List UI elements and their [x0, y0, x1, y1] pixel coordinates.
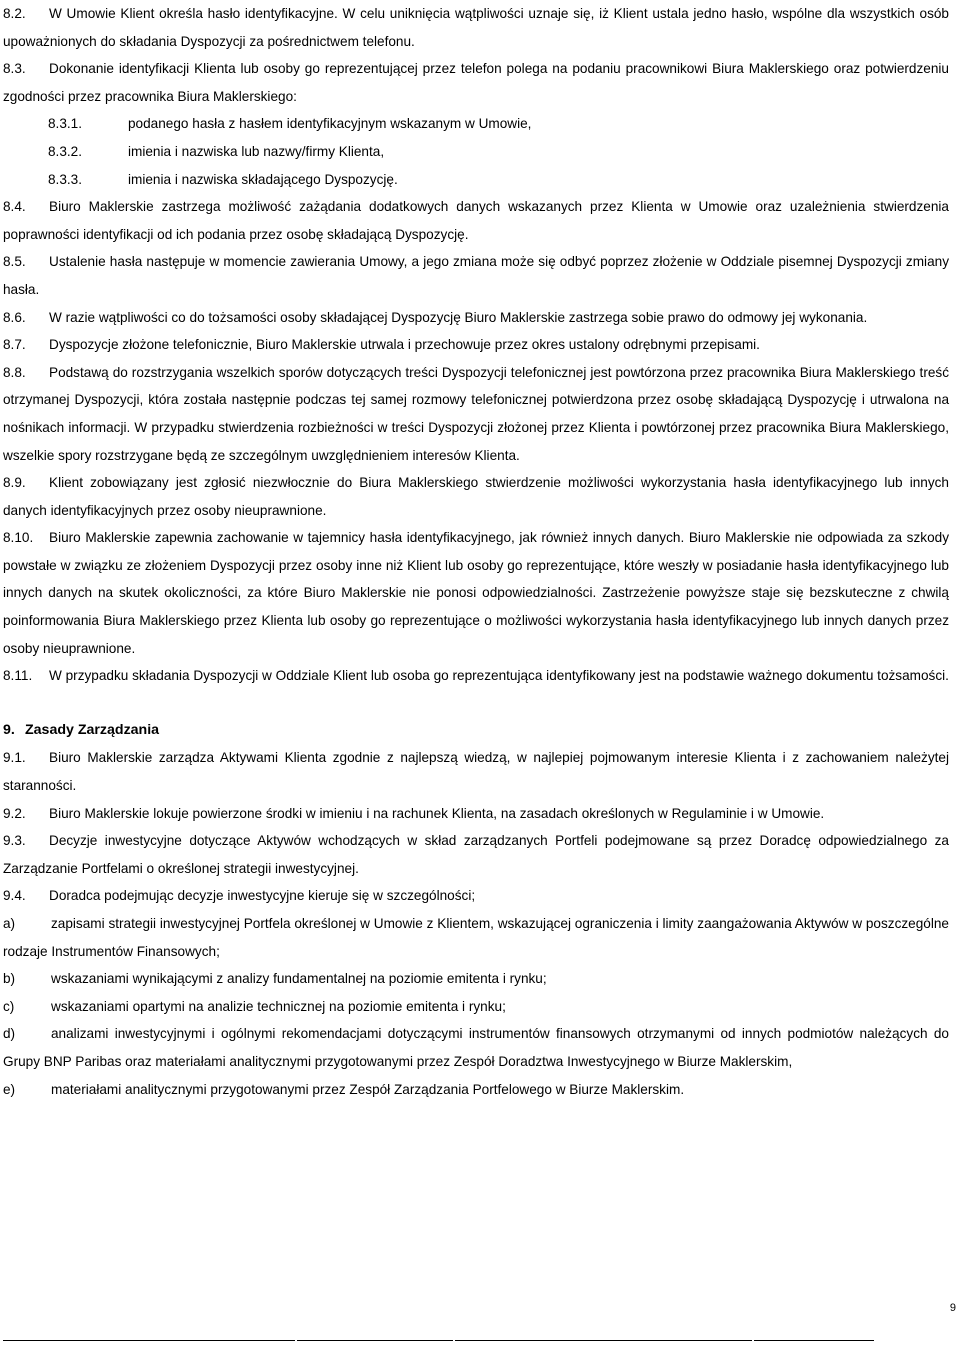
footer-rule: [754, 1340, 874, 1342]
sub-paragraph-text: podanego hasła z hasłem identyfikacyjnym wskazanym w Umowie,: [128, 116, 532, 132]
sub-paragraph: [3, 138, 949, 166]
paragraph-text: Biuro Maklerskie zapewnia zachowanie w tajemnicy hasła identyfikacyjnego, jak również innych danych. Biuro Maklerskie nie odpowiada za szkody powstałe w związku ze złożeniem Dyspozycji przez osoby inne niż Klient lub osoby go reprezentujące, które weszły w posiadanie hasła identyfikacyjnego lub innych danych na skutek okoliczności, za które Biuro Maklerskie nie ponosi odpowiedzialności. Zastrzeżenie powyższe staje się bezskuteczne z chwilą poinformowania Biura Maklerskiego przez Klienta lub osoby go reprezentujące o możliwości wykorzystania hasła identyfikacyjnego lub innych danych przez osoby nieuprawnione.: [3, 530, 949, 656]
paragraph-number: 9.2.: [3, 805, 26, 821]
sub-paragraph: [3, 166, 949, 194]
paragraph-number: 8.9.: [3, 475, 26, 491]
paragraph-number: 8.5.: [3, 254, 26, 270]
paragraph-number: 8.7.: [3, 337, 26, 353]
paragraph-number: 8.2.: [3, 6, 26, 21]
sub-paragraph: [3, 110, 949, 138]
list-item-text: zapisami strategii inwestycyjnej Portfela określonej w Umowie z Klientem, wskazującej ograniczenia i limity zaangażowania Aktywów w poszczególne rodzaje Instrumentów Finansowych;: [3, 916, 949, 959]
paragraph-text: Dyspozycje złożone telefonicznie, Biuro Maklerskie utrwala i przechowuje przez okres ustalony odrębnymi przepisami.: [49, 337, 760, 353]
paragraph: [3, 359, 949, 469]
paragraph-text: Podstawą do rozstrzygania wszelkich sporów dotyczących treści Dyspozycji telefonicznej jest powtórzona przez pracownika Biura Maklerskiego treść otrzymanej Dyspozycji, która została następnie podczas tej samej rozmowy telefonicznej potwierdzona przez osobę składającą Dyspozycję i utrwalona na nośnikach informacji. W przypadku stwierdzenia rozbieżności w treści Dyspozycji złożonej przez Klienta i powtórzonej przez pracownika Biura Maklerskiego, wszelkie spory rozstrzygane będą ze szczególnym uwzględnieniem interesów Klienta.: [3, 364, 949, 463]
sub-paragraph-number: 8.3.3.: [48, 171, 83, 187]
paragraph-text: Dokonanie identyfikacji Klienta lub osoby go reprezentującej przez telefon polega na podaniu pracownikowi Biura Maklerskiego oraz potwierdzeniu zgodności przez pracownika Biura Maklerskiego:: [3, 61, 949, 104]
list-item: [3, 1076, 949, 1104]
paragraph: [3, 827, 949, 882]
list-item: [3, 965, 949, 993]
paragraph-number: 8.3.: [3, 61, 26, 77]
footer-rule: [297, 1340, 453, 1342]
paragraph: [3, 248, 949, 303]
paragraph: [3, 0, 949, 55]
paragraph: [3, 744, 949, 799]
list-item-marker: a): [3, 916, 16, 931]
page-number: 9: [949, 1302, 956, 1314]
paragraph: [3, 662, 949, 690]
list-item-marker: e): [3, 1081, 16, 1097]
list-item-marker: d): [3, 1026, 16, 1042]
list-item-text: wskazaniami opartymi na analizie technicznej na poziomie emitenta i rynku;: [51, 998, 506, 1014]
paragraph-text: Decyzje inwestycyjne dotyczące Aktywów wchodzących w skład zarządzanych Portfeli podejmowane są przez Doradcę odpowiedzialnego za Zarządzanie Portfelami o określonej strategii inwestycyjnej.: [3, 833, 949, 876]
paragraph: [3, 304, 949, 332]
list-item: [3, 1020, 949, 1075]
list-item-text: wskazaniami wynikającymi z analizy fundamentalnej na poziomie emitenta i rynku;: [51, 971, 547, 987]
section-heading: [3, 717, 949, 745]
footer-rule: [455, 1340, 752, 1342]
sub-paragraph-text: imienia i nazwiska lub nazwy/firmy Klienta,: [128, 143, 385, 159]
paragraph-number: 8.11.: [3, 668, 33, 684]
sub-paragraph-number: 8.3.1.: [48, 116, 83, 132]
sub-paragraph-text: imienia i nazwiska składającego Dyspozycję.: [128, 171, 398, 187]
paragraph: [3, 882, 949, 910]
section-title: Zasady Zarządzania: [25, 721, 160, 738]
section-number: 9.: [3, 721, 15, 738]
paragraph-number: 9.1.: [3, 750, 26, 766]
footer-rule: [3, 1340, 295, 1342]
paragraph: [3, 193, 949, 248]
list-item-marker: c): [3, 998, 15, 1014]
sub-paragraph-number: 8.3.2.: [48, 143, 83, 159]
paragraph-number: 8.4.: [3, 199, 26, 215]
paragraph: [3, 800, 949, 828]
paragraph-text: Biuro Maklerskie zarządza Aktywami Klienta zgodnie z najlepszą wiedzą, w najlepiej pojmowanym interesie Klienta i z zachowaniem należytej staranności.: [3, 750, 949, 794]
section-spacer: [3, 690, 949, 717]
paragraph-text: Biuro Maklerskie lokuje powierzone środki w imieniu i na rachunek Klienta, na zasadach określonych w Regulaminie i w Umowie.: [49, 805, 825, 821]
paragraph-number: 8.8.: [3, 364, 26, 380]
paragraph-text: W przypadku składania Dyspozycji w Oddziale Klient lub osoba go reprezentująca identyfikowany jest na podstawie ważnego dokumentu tożsamości.: [49, 668, 949, 684]
document-page: [3, 0, 949, 1103]
paragraph-number: 9.3.: [3, 833, 26, 849]
list-item: [3, 993, 949, 1021]
paragraph-text: W Umowie Klient określa hasło identyfikacyjne. W celu uniknięcia wątpliwości uznaje się, iż Klient ustala jedno hasło, wspólne dla wszystkich osób upoważnionych do składania Dyspozycji za pośrednictwem telefonu.: [3, 6, 949, 49]
paragraph-text: W razie wątpliwości co do tożsamości osoby składającej Dyspozycję Biuro Maklerskie zastrzega sobie prawo do odmowy jej wykonania.: [49, 309, 868, 325]
list-item-text: analizami inwestycyjnymi i ogólnymi rekomendacjami dotyczącymi instrumentów finansowych otrzymanymi od innych podmiotów należących do Grupy BNP Paribas oraz materiałami analitycznymi przygotowanymi przez Zespół Doradztwa Inwestycyjnego w Biurze Maklerskim,: [3, 1026, 949, 1069]
paragraph-text: Klient zobowiązany jest zgłosić niezwłocznie do Biura Maklerskiego stwierdzenie możliwości wykorzystania hasła identyfikacyjnego lub innych danych identyfikacyjnych przez osoby nieuprawnione.: [3, 475, 949, 518]
paragraph-number: 8.6.: [3, 309, 26, 325]
paragraph: [3, 55, 949, 110]
paragraph: [3, 524, 949, 662]
paragraph-text: Biuro Maklerskie zastrzega możliwość zażądania dodatkowych danych wskazanych przez Klienta w Umowie oraz uzależnienia stwierdzenia poprawności identyfikacji od ich podania przez osobę składającą Dyspozycję.: [3, 199, 949, 242]
paragraph: [3, 469, 949, 524]
list-item: [3, 910, 949, 965]
paragraph-number: 9.4.: [3, 888, 26, 904]
paragraph-text: Ustalenie hasła następuje w momencie zawierania Umowy, a jego zmiana może się odbyć poprzez złożenie w Oddziale pisemnej Dyspozycji zmiany hasła.: [3, 254, 949, 297]
list-item-text: materiałami analitycznymi przygotowanymi przez Zespół Zarządzania Portfelowego w Biurze Maklerskim.: [51, 1081, 685, 1097]
paragraph-text: Doradca podejmując decyzje inwestycyjne kieruje się w szczególności;: [49, 888, 476, 904]
paragraph: [3, 331, 949, 359]
paragraph-number: 8.10.: [3, 530, 34, 546]
list-item-marker: b): [3, 971, 16, 987]
